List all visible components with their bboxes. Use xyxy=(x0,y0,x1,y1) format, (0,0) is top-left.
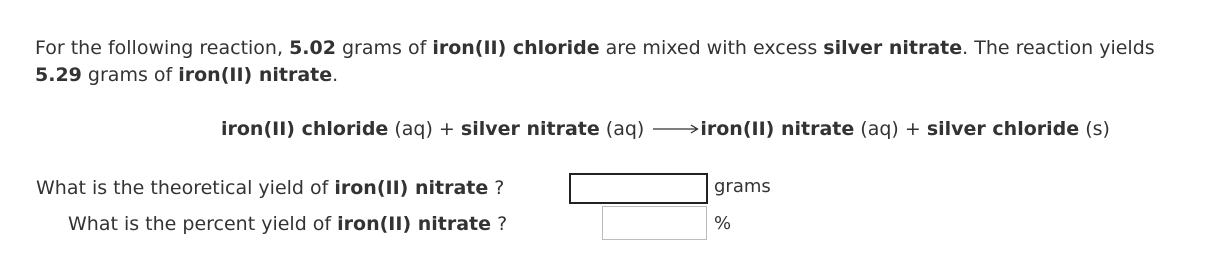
theoretical-yield-input[interactable] xyxy=(569,173,708,204)
reaction-equation xyxy=(221,116,1110,143)
grams-unit-label: grams xyxy=(714,176,771,197)
product-mass: 5.29 xyxy=(35,64,82,86)
excess-reagent-name: silver nitrate xyxy=(823,37,963,59)
reactant-2-state: (aq) xyxy=(599,118,651,140)
question-percent-yield xyxy=(68,212,507,236)
product-1-state: (aq) + xyxy=(854,118,927,140)
problem-text: grams of xyxy=(335,37,433,59)
question-text: What is the theoretical yield of xyxy=(36,177,335,199)
reactant-name: iron(II) chloride xyxy=(432,37,600,59)
question-mark: ? xyxy=(488,177,505,199)
question-mark: ? xyxy=(491,213,508,235)
product-name: iron(II) nitrate xyxy=(178,64,333,86)
product-2: silver chloride xyxy=(926,118,1080,140)
question-text: What is the percent yield of xyxy=(68,213,338,235)
question-theoretical-yield xyxy=(36,176,504,200)
problem-text: grams of xyxy=(81,64,179,86)
question-subject: iron(II) nitrate xyxy=(334,177,489,199)
problem-text: are mixed with excess xyxy=(599,37,824,59)
problem-text: For the following reaction, xyxy=(35,37,290,59)
percent-yield-input[interactable] xyxy=(602,206,707,240)
problem-text: . xyxy=(332,64,339,86)
right-arrow-icon xyxy=(653,116,699,143)
reactant-1: iron(II) chloride xyxy=(221,118,389,140)
problem-statement xyxy=(35,35,1185,89)
product-1: iron(II) nitrate xyxy=(700,118,855,140)
percent-unit-label: % xyxy=(714,213,732,234)
reactant-1-state: (aq) + xyxy=(388,118,461,140)
question-subject: iron(II) nitrate xyxy=(337,213,492,235)
reactant-mass: 5.02 xyxy=(289,37,336,59)
product-2-state: (s) xyxy=(1079,118,1110,140)
problem-text: . The reaction yields xyxy=(962,37,1155,59)
reactant-2: silver nitrate xyxy=(460,118,600,140)
